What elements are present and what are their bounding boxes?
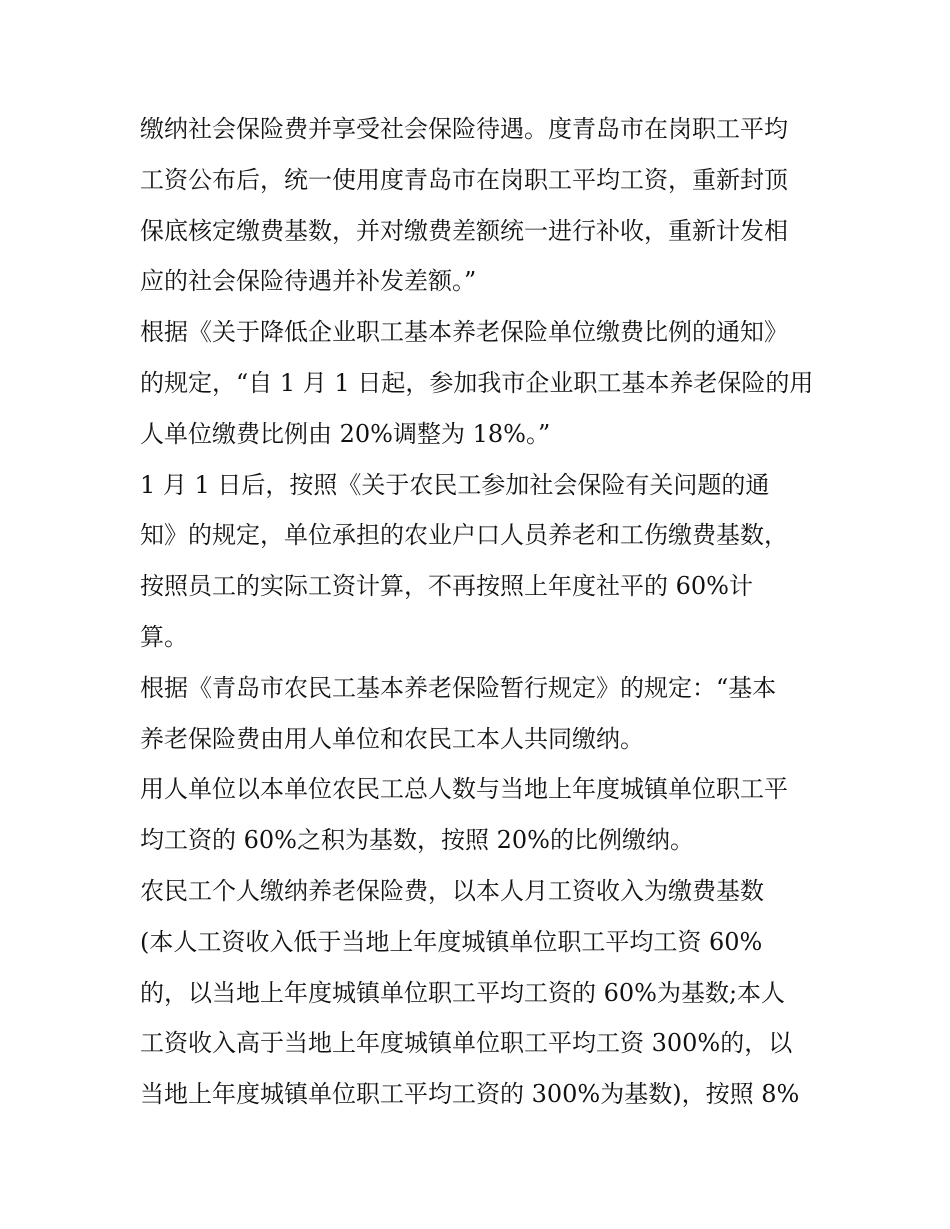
text-line: 人单位缴费比例由 20%调整为 18%。” bbox=[140, 419, 551, 448]
text-line: 均工资的 60%之积为基数，按照 20%的比例缴纳。 bbox=[140, 826, 694, 855]
text-line: 应的社会保险待遇并补发差额。” bbox=[140, 267, 477, 296]
text-line: 保底核定缴费基数，并对缴费差额统一进行补收，重新计发相 bbox=[140, 216, 788, 245]
text-line: 当地上年度城镇单位职工平均工资的 300%为基数)，按照 8% bbox=[140, 1080, 800, 1109]
text-line: 根据《关于降低企业职工基本养老保险单位缴费比例的通知》 bbox=[140, 318, 788, 347]
text-line: (本人工资收入低于当地上年度城镇单位职工平均工资 60% bbox=[140, 927, 763, 956]
text-line: 1 月 1 日后，按照《关于农民工参加社会保险有关问题的通 bbox=[140, 470, 770, 499]
text-line: 农民工个人缴纳养老保险费，以本人月工资收入为缴费基数 bbox=[140, 876, 764, 905]
text-line: 算。 bbox=[140, 622, 188, 651]
text-line: 工资收入高于当地上年度城镇单位职工平均工资 300%的，以 bbox=[140, 1029, 793, 1058]
text-line: 知》的规定，单位承担的农业户口人员养老和工伤缴费基数， bbox=[140, 521, 788, 550]
text-line: 用人单位以本单位农民工总人数与当地上年度城镇单位职工平 bbox=[140, 775, 788, 804]
text-line: 根据《青岛市农民工基本养老保险暂行规定》的规定：“基本 bbox=[140, 673, 777, 702]
text-line: 缴纳社会保险费并享受社会保险待遇。度青岛市在岗职工平均 bbox=[140, 115, 788, 143]
text-line: 的规定，“自 1 月 1 日起，参加我市企业职工基本养老保险的用 bbox=[140, 368, 814, 397]
text-line: 养老保险费由用人单位和农民工本人共同缴纳。 bbox=[140, 724, 644, 753]
text-line: 工资公布后，统一使用度青岛市在岗职工平均工资，重新封顶 bbox=[140, 165, 788, 194]
document-body bbox=[140, 104, 830, 1120]
text-line: 的，以当地上年度城镇单位职工平均工资的 60%为基数;本人 bbox=[140, 978, 786, 1007]
text-line: 按照员工的实际工资计算，不再按照上年度社平的 60%计 bbox=[140, 572, 753, 601]
